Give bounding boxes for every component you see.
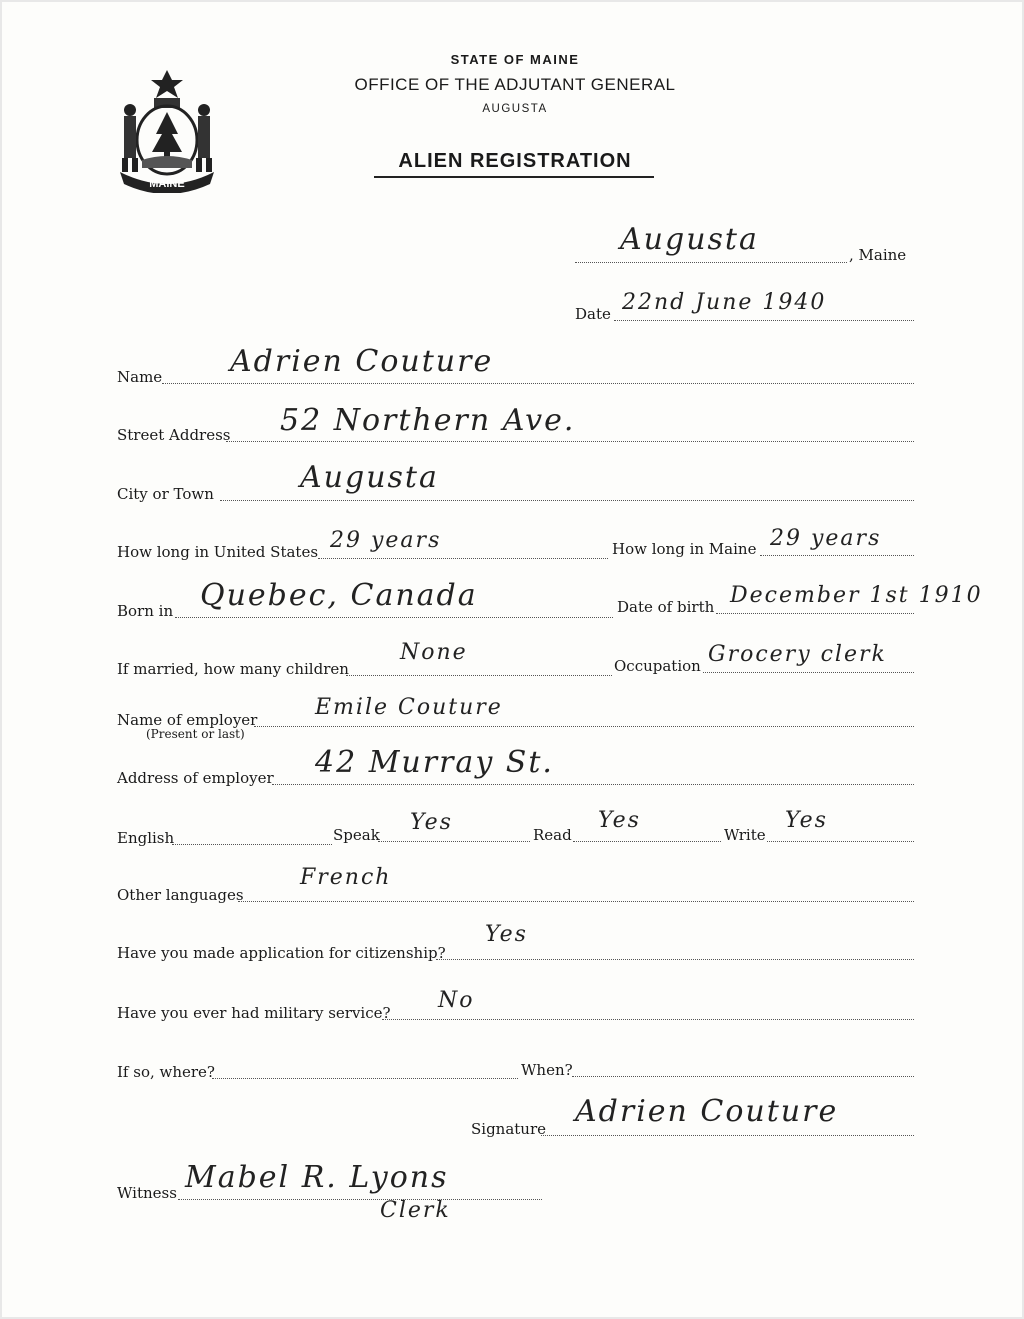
seal-banner-text: MAINE (149, 178, 185, 190)
maine-label: , Maine (849, 246, 907, 264)
date-of-birth-entry: December 1st 1910 (730, 583, 983, 608)
date-label: Date (575, 305, 611, 323)
born-in-entry: Quebec, Canada (200, 578, 478, 613)
header-state: STATE OF MAINE (450, 52, 580, 67)
city-entry: Augusta (300, 460, 439, 495)
write-label: Write (724, 826, 766, 844)
employer-address-label: Address of employer (117, 769, 274, 787)
name-entry: Adrien Couture (230, 344, 494, 379)
date-entry: 22nd June 1940 (622, 290, 827, 315)
other-languages-label: Other languages (117, 886, 244, 904)
employer-entry: Emile Couture (315, 695, 503, 720)
name-label: Name (117, 368, 163, 386)
born-in-label: Born in (117, 602, 174, 620)
other-languages-entry: French (300, 865, 392, 890)
witness-entry: Mabel R. Lyons (185, 1160, 449, 1195)
place-entry: Augusta (620, 222, 759, 257)
signature-entry: Adrien Couture (575, 1094, 839, 1129)
employer-label: Name of employer (117, 711, 258, 729)
citizenship-entry: Yes (485, 922, 528, 947)
employer-note: (Present or last) (146, 727, 245, 741)
witness-title-entry: Clerk (380, 1198, 451, 1223)
street-entry: 52 Northern Ave. (280, 403, 576, 438)
children-entry: None (400, 640, 468, 665)
maine-seal-icon (112, 68, 222, 193)
military-label: Have you ever had military service? (117, 1004, 391, 1022)
read-entry: Yes (598, 808, 641, 833)
write-entry: Yes (785, 808, 828, 833)
speak-label: Speak (333, 826, 380, 844)
street-label: Street Address (117, 426, 231, 444)
how-long-maine-entry: 29 years (770, 526, 882, 551)
occupation-label: Occupation (614, 657, 701, 675)
header-office: OFFICE OF THE ADJUTANT GENERAL (354, 75, 676, 94)
how-long-maine-label: How long in Maine (612, 540, 757, 558)
occupation-entry: Grocery clerk (708, 642, 887, 667)
how-long-us-entry: 29 years (330, 528, 442, 553)
date-of-birth-label: Date of birth (617, 598, 715, 616)
children-label: If married, how many children (117, 660, 349, 678)
city-label: City or Town (117, 485, 214, 503)
when-label: When? (521, 1061, 573, 1079)
signature-label: Signature (471, 1120, 547, 1138)
how-long-us-label: How long in United States (117, 543, 319, 561)
speak-entry: Yes (410, 810, 453, 835)
employer-address-entry: 42 Murray St. (315, 745, 554, 780)
witness-label: Witness (117, 1184, 177, 1202)
form-title-underline (374, 176, 654, 178)
form-title: ALIEN REGISTRATION (398, 150, 632, 172)
read-label: Read (533, 826, 572, 844)
citizenship-label: Have you made application for citizenship? (117, 944, 446, 962)
if-so-where-label: If so, where? (117, 1063, 215, 1081)
header-city: AUGUSTA (482, 103, 548, 115)
military-entry: No (438, 988, 475, 1013)
english-label: English (117, 829, 175, 847)
